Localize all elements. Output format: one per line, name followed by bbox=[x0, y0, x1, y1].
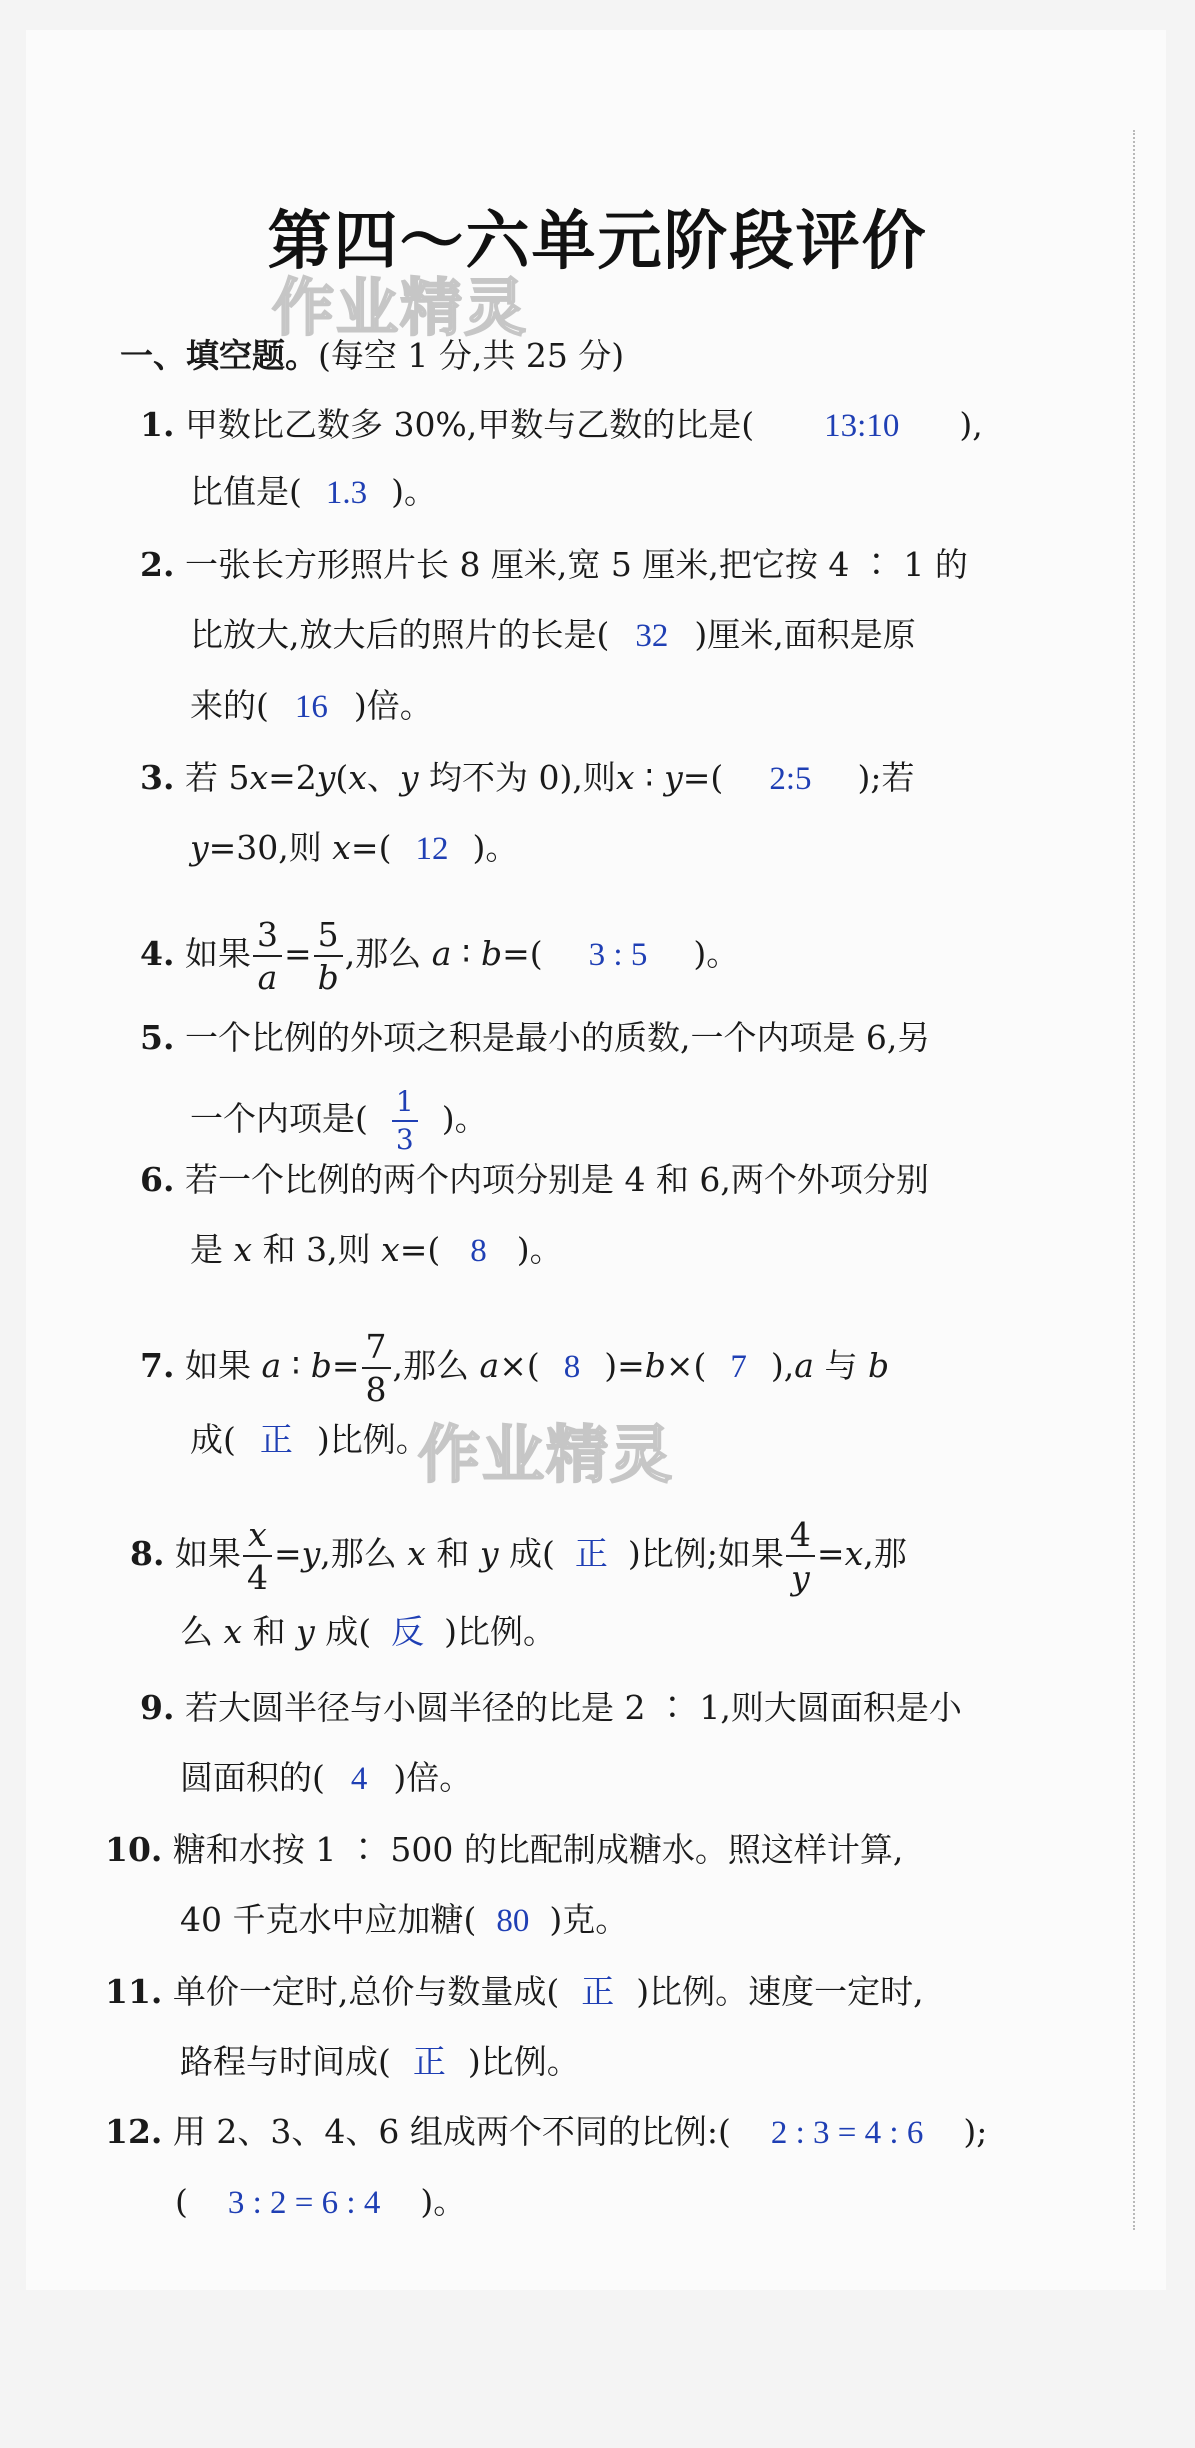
answer: 32 bbox=[635, 618, 669, 654]
question-5-line-1 bbox=[140, 1018, 930, 1058]
question-text: 一个比例的外项之积是最小的质数,一个内项是 6,另 bbox=[184, 1018, 931, 1057]
question-7-line-2 bbox=[190, 1420, 429, 1461]
answer: 正 bbox=[581, 1975, 615, 2011]
question-text: )。 bbox=[516, 1230, 563, 1269]
margin-dotted-line bbox=[1133, 130, 1135, 2230]
question-text: )比例。 bbox=[467, 2042, 580, 2081]
question-number: 12. bbox=[105, 2112, 163, 2151]
var-x: x bbox=[348, 758, 367, 797]
question-text: =( bbox=[502, 934, 543, 973]
question-text: =( bbox=[399, 1230, 441, 1269]
answer-fraction bbox=[392, 1085, 418, 1156]
var-a: a bbox=[794, 1346, 814, 1385]
question-number: 10. bbox=[105, 1830, 163, 1869]
question-2-line-3 bbox=[190, 686, 433, 727]
question-text: 路程与时间成( bbox=[180, 2042, 391, 2081]
question-text: )。 bbox=[693, 934, 740, 973]
question-text: ,那么 bbox=[344, 934, 422, 973]
answer: 12 bbox=[415, 831, 449, 867]
denominator: 3 bbox=[395, 1123, 414, 1156]
question-7-line-1 bbox=[140, 1327, 890, 1409]
question-5-line-2 bbox=[190, 1085, 488, 1156]
question-text: )。 bbox=[441, 1099, 488, 1138]
question-number: 7. bbox=[140, 1346, 175, 1385]
question-text: ∶ bbox=[291, 1346, 301, 1385]
var-x: x bbox=[844, 1534, 864, 1573]
question-text: )比例;如果 bbox=[627, 1534, 784, 1573]
question-text: =30,则 bbox=[208, 828, 322, 867]
question-text: 和 bbox=[436, 1534, 470, 1573]
question-text: ,那 bbox=[863, 1534, 907, 1573]
answer: 正 bbox=[574, 1537, 608, 1573]
question-text: 如果 bbox=[184, 1346, 251, 1385]
question-12-line-2 bbox=[175, 2182, 466, 2223]
question-text: ∶ bbox=[461, 934, 471, 973]
question-text: )比例。 bbox=[316, 1420, 429, 1459]
numerator: 1 bbox=[392, 1088, 418, 1122]
fraction-7-over-8 bbox=[362, 1327, 391, 1409]
var-y: y bbox=[664, 758, 683, 797]
question-text: ,那么 bbox=[392, 1346, 470, 1385]
question-text: = bbox=[331, 1346, 360, 1385]
question-1-line-1 bbox=[140, 405, 983, 446]
answer: 2:5 bbox=[769, 761, 812, 797]
question-text: 、 bbox=[366, 758, 400, 797]
var-a: a bbox=[261, 1346, 282, 1385]
question-1-line-2 bbox=[190, 472, 437, 513]
question-text: 与 bbox=[824, 1346, 858, 1385]
question-text: )厘米,面积是原 bbox=[694, 615, 916, 654]
question-text: 甲数比乙数多 30%,甲数与乙数的比是( bbox=[184, 405, 755, 444]
var-y: y bbox=[301, 1534, 321, 1573]
question-text: )倍。 bbox=[353, 686, 433, 725]
var-x: x bbox=[249, 758, 269, 797]
var-x: x bbox=[332, 828, 351, 867]
question-number: 8. bbox=[130, 1534, 165, 1573]
question-number: 9. bbox=[140, 1688, 175, 1727]
question-text: )比例。 bbox=[444, 1612, 557, 1651]
question-text: 成( bbox=[190, 1420, 236, 1459]
var-x: x bbox=[381, 1230, 400, 1269]
question-number: 6. bbox=[140, 1160, 175, 1199]
answer: 3 : 2 = 6 : 4 bbox=[227, 2185, 381, 2221]
question-3-line-2 bbox=[190, 828, 518, 869]
question-2-line-2 bbox=[190, 615, 916, 656]
answer: 8 bbox=[470, 1233, 487, 1269]
question-10-line-2 bbox=[180, 1900, 628, 1941]
question-text: = bbox=[273, 1534, 302, 1573]
question-text: 和 bbox=[252, 1612, 286, 1651]
answer: 3 : 5 bbox=[588, 937, 648, 973]
question-text: )。 bbox=[420, 2182, 467, 2221]
fraction-x-over-4 bbox=[243, 1515, 272, 1597]
question-text: 用 2、3、4、6 组成两个不同的比例:( bbox=[172, 2112, 731, 2151]
section-heading bbox=[120, 330, 624, 377]
denominator: 4 bbox=[246, 1558, 268, 1597]
question-text: 来的( bbox=[190, 686, 269, 725]
var-y: y bbox=[479, 1534, 499, 1573]
var-y: y bbox=[296, 1612, 315, 1651]
question-number: 4. bbox=[140, 934, 175, 973]
question-number: 5. bbox=[140, 1018, 175, 1057]
question-2-line-1 bbox=[140, 545, 968, 585]
question-text: 成( bbox=[509, 1534, 555, 1573]
fraction-4-over-y bbox=[786, 1515, 815, 1597]
var-b: b bbox=[310, 1346, 332, 1385]
question-text: ∶ bbox=[645, 758, 654, 797]
answer: 2 : 3 = 4 : 6 bbox=[770, 2115, 924, 2151]
question-text: 如果 bbox=[184, 934, 251, 973]
question-text: )比例。速度一定时, bbox=[636, 1972, 924, 2011]
question-text: ), bbox=[959, 405, 983, 444]
question-text: 如果 bbox=[174, 1534, 241, 1573]
question-text: 和 3,则 bbox=[262, 1230, 371, 1269]
denominator: y bbox=[791, 1558, 810, 1597]
question-number: 11. bbox=[105, 1972, 163, 2011]
fraction-3-over-a bbox=[253, 915, 282, 997]
question-text: 若 5 bbox=[184, 758, 250, 797]
question-text: 成( bbox=[325, 1612, 372, 1651]
denominator: b bbox=[317, 958, 339, 997]
question-4-line-1 bbox=[140, 915, 740, 997]
fraction-5-over-b bbox=[314, 915, 343, 997]
question-text: ( bbox=[175, 2182, 188, 2221]
question-text: 比值是( bbox=[190, 472, 302, 511]
answer: 8 bbox=[563, 1349, 581, 1385]
question-text: =( bbox=[350, 828, 392, 867]
question-text: ,那么 bbox=[320, 1534, 397, 1573]
question-6-line-1 bbox=[140, 1160, 929, 1200]
var-b: b bbox=[481, 934, 503, 973]
numerator: x bbox=[243, 1518, 272, 1557]
var-x: x bbox=[407, 1534, 426, 1573]
question-3-line-1 bbox=[140, 758, 914, 799]
answer: 4 bbox=[350, 1761, 368, 1797]
question-text: ); bbox=[963, 2112, 988, 2151]
var-x: x bbox=[615, 758, 635, 797]
question-text: ×( bbox=[665, 1346, 707, 1385]
question-text: = bbox=[816, 1534, 845, 1573]
question-number: 1. bbox=[140, 405, 175, 444]
question-number: 3. bbox=[140, 758, 175, 797]
question-text: );若 bbox=[857, 758, 915, 797]
answer: 正 bbox=[412, 2045, 446, 2081]
question-9-line-1 bbox=[140, 1688, 962, 1728]
question-6-line-2 bbox=[190, 1230, 563, 1271]
question-text: 单价一定时,总价与数量成( bbox=[172, 1972, 560, 2011]
question-number: 2. bbox=[140, 545, 175, 584]
var-y: y bbox=[190, 828, 209, 867]
answer: 反 bbox=[391, 1615, 425, 1651]
question-text: = bbox=[283, 934, 312, 973]
var-y: y bbox=[316, 758, 336, 797]
answer: 13:10 bbox=[824, 408, 900, 444]
question-text: 若一个比例的两个内项分别是 4 和 6,两个外项分别 bbox=[184, 1160, 929, 1199]
var-b: b bbox=[867, 1346, 890, 1385]
question-text: )。 bbox=[391, 472, 437, 511]
answer: 1.3 bbox=[325, 475, 368, 511]
question-11-line-1 bbox=[105, 1972, 924, 2013]
question-text: ×( bbox=[499, 1346, 540, 1385]
answer: 7 bbox=[730, 1349, 747, 1385]
question-text: ( bbox=[335, 758, 349, 797]
question-text: 糖和水按 1 ∶ 500 的比配制成糖水。照这样计算, bbox=[172, 1830, 904, 1869]
question-10-line-1 bbox=[105, 1830, 903, 1870]
answer: 16 bbox=[294, 689, 328, 725]
section-points: (每空 1 分,共 25 分) bbox=[318, 336, 625, 375]
section-label: 一、填空题。 bbox=[120, 336, 318, 375]
question-text: ), bbox=[770, 1346, 795, 1385]
question-12-line-1 bbox=[105, 2112, 987, 2153]
question-text: 么 bbox=[180, 1612, 213, 1651]
question-11-line-2 bbox=[180, 2042, 580, 2083]
denominator: 8 bbox=[365, 1370, 387, 1409]
var-a: a bbox=[431, 934, 452, 973]
var-x: x bbox=[223, 1612, 243, 1651]
question-text: =( bbox=[682, 758, 724, 797]
watermark: 作业精灵 bbox=[272, 271, 529, 344]
var-x: x bbox=[233, 1230, 253, 1269]
numerator: 3 bbox=[253, 918, 282, 957]
question-text: =2 bbox=[268, 758, 317, 797]
var-y: y bbox=[399, 758, 419, 797]
question-text: 均不为 0),则 bbox=[429, 758, 616, 797]
question-text: )克。 bbox=[549, 1900, 629, 1939]
question-8-line-1 bbox=[130, 1515, 907, 1597]
denominator: a bbox=[257, 958, 278, 997]
watermark: 作业精灵 bbox=[418, 1418, 675, 1491]
question-text: 圆面积的( bbox=[180, 1758, 325, 1797]
var-b: b bbox=[644, 1346, 666, 1385]
answer: 正 bbox=[259, 1423, 293, 1459]
var-a: a bbox=[479, 1346, 500, 1385]
question-text: 若大圆半径与小圆半径的比是 2 ∶ 1,则大圆面积是小 bbox=[184, 1688, 962, 1727]
question-text: )倍。 bbox=[393, 1758, 473, 1797]
question-text: 是 bbox=[190, 1230, 223, 1269]
question-text: 40 千克水中应加糖( bbox=[180, 1900, 477, 1939]
question-text: 一个内项是( bbox=[190, 1099, 368, 1138]
numerator: 4 bbox=[786, 1518, 815, 1557]
numerator: 5 bbox=[314, 918, 343, 957]
answer: 80 bbox=[496, 1903, 530, 1939]
question-text: 一张长方形照片长 8 厘米,宽 5 厘米,把它按 4 ∶ 1 的 bbox=[184, 545, 968, 584]
question-text: )。 bbox=[472, 828, 519, 867]
question-text: 比放大,放大后的照片的长是( bbox=[190, 615, 610, 654]
question-9-line-2 bbox=[180, 1758, 472, 1799]
question-text: )= bbox=[604, 1346, 645, 1385]
page-title: 第四～六单元阶段评价 bbox=[267, 205, 928, 279]
question-8-line-2 bbox=[180, 1612, 556, 1653]
numerator: 7 bbox=[362, 1330, 391, 1369]
